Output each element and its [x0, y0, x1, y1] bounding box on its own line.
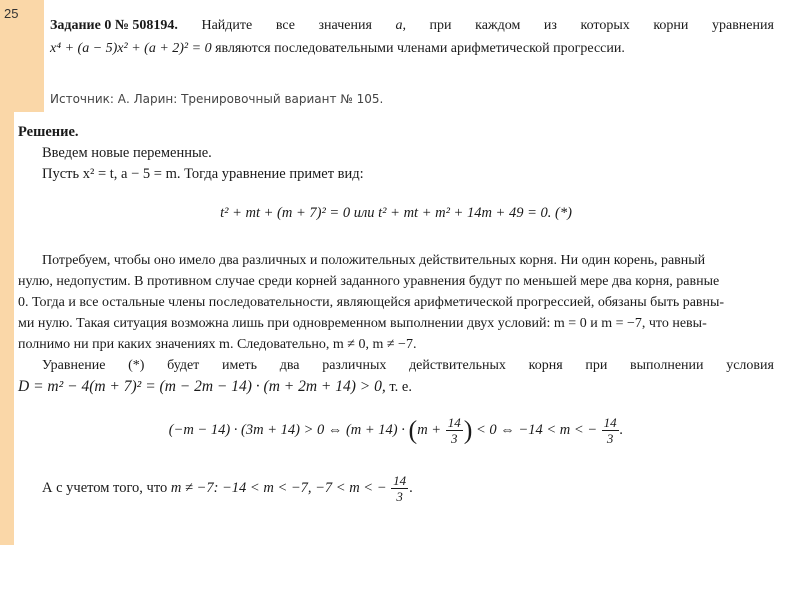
fraction-denominator: 3 — [606, 431, 614, 447]
task-equation: x⁴ + (a − 5)x² + (a + 2)² = 0 — [50, 41, 212, 56]
fraction — [446, 415, 463, 446]
paragraph-line: 0. Тогда и все остальные члены последовательности, являющейся арифметической прогрессией, обязаны быть равны- — [18, 295, 725, 310]
task-word: все — [275, 18, 295, 33]
para2-word: при — [585, 358, 608, 373]
task-word: из — [543, 18, 557, 33]
fraction — [602, 415, 619, 446]
task-line-1 — [50, 14, 774, 37]
para2-word: условия — [726, 358, 774, 373]
para2-word: иметь — [221, 358, 258, 373]
left-accent-bar — [0, 112, 14, 545]
task-word: при — [429, 18, 452, 33]
task-source: Источник: А. Ларин: Тренировочный вариант № 105. — [50, 92, 384, 106]
discriminant-formula: D = m² − 4(m + 7)² = (m − 2m − 14) · (m + 2m + 14) > 0, — [18, 378, 386, 395]
slide-number: 25 — [0, 0, 44, 112]
para2-word: действительных — [409, 358, 506, 373]
task-title: Задание 0 № 508194. — [50, 18, 178, 33]
task-word: корни — [653, 18, 689, 33]
open-paren: ( — [408, 415, 418, 445]
inequality-part-c: < 0 ⇔ −14 < m < − — [476, 422, 598, 438]
para2-word: будет — [167, 358, 200, 373]
solution-block — [18, 122, 774, 505]
inequality-line: (−m − 14) · (3m + 14) > 0 ⇔ (m + 14) · (m + $\frac{14}{3}$ ) < 0 ⇔ −14 < m < − $\frac{14}{3}$ . — [168, 415, 624, 447]
task-word: Найдите — [201, 18, 253, 33]
task-line-2 — [50, 37, 774, 60]
para2-word: (*) — [128, 358, 145, 373]
close-paren: ) — [463, 415, 473, 445]
inequality-part-a: (−m − 14) · (3m + 14) > 0 ⇔ (m + 14) · — [168, 422, 405, 438]
para2-word: выполнении — [630, 358, 704, 373]
paragraph-line: Потребуем, чтобы оно имело два различных и положительных действительных корня. Ни один корень, равный — [42, 253, 706, 268]
solution-substitution: Пусть x² = t, a − 5 = m. Тогда уравнение примет вид: — [42, 166, 364, 182]
discriminant-line — [18, 376, 774, 398]
para2-word: корня — [528, 358, 563, 373]
paragraph-line: полнимо ни при каких значениях m. Следовательно, m ≠ 0, m ≠ −7. — [18, 337, 417, 352]
solution-main-equation: t² + mt + (m + 7)² = 0 или t² + mt + m² + 14m + 49 = 0. (*) — [220, 205, 572, 221]
final-line: А с учетом того, что m ≠ −7: −14 < m < −7, −7 < m < − $\frac{14}{3}$ . — [42, 472, 413, 504]
paragraph-line: нулю, недопустим. В противном случае среди корней заданного уравнения будут по меньшей мере два корня, равные — [18, 274, 720, 289]
fraction-numerator: 14 — [393, 472, 407, 488]
task-word: a, — [395, 18, 406, 33]
para2-word: два — [279, 358, 300, 373]
task-word: которых — [580, 18, 630, 33]
discriminant-tail: т. е. — [389, 379, 412, 395]
fraction-numerator: 14 — [447, 415, 461, 431]
final-formula: m ≠ −7: −14 < m < −7, −7 < m < − — [170, 479, 387, 496]
fraction-numerator: 14 — [603, 415, 617, 431]
task-word: каждом — [475, 18, 521, 33]
fraction — [391, 473, 408, 504]
para2-word: различных — [322, 358, 387, 373]
task-word: уравнения — [711, 18, 774, 33]
solution-heading: Решение. — [18, 124, 79, 140]
paragraph2-line — [18, 355, 774, 376]
task-word: значения — [318, 18, 372, 33]
fraction-denominator: 3 — [450, 431, 458, 447]
inequality-part-b: m + — [417, 422, 442, 438]
para2-word: Уравнение — [42, 358, 106, 373]
solution-intro: Введем новые переменные. — [42, 145, 212, 161]
paragraph-line: ми нулю. Такая ситуация возможна лишь при одновременном выполнении двух условий: m = 0 и m = −7, что невы- — [18, 316, 707, 331]
task-statement — [50, 14, 774, 60]
final-text: А с учетом того, что — [42, 479, 168, 496]
fraction-denominator: 3 — [396, 488, 403, 504]
task-line-2-text: являются последовательными членами арифметической прогрессии. — [215, 41, 625, 56]
